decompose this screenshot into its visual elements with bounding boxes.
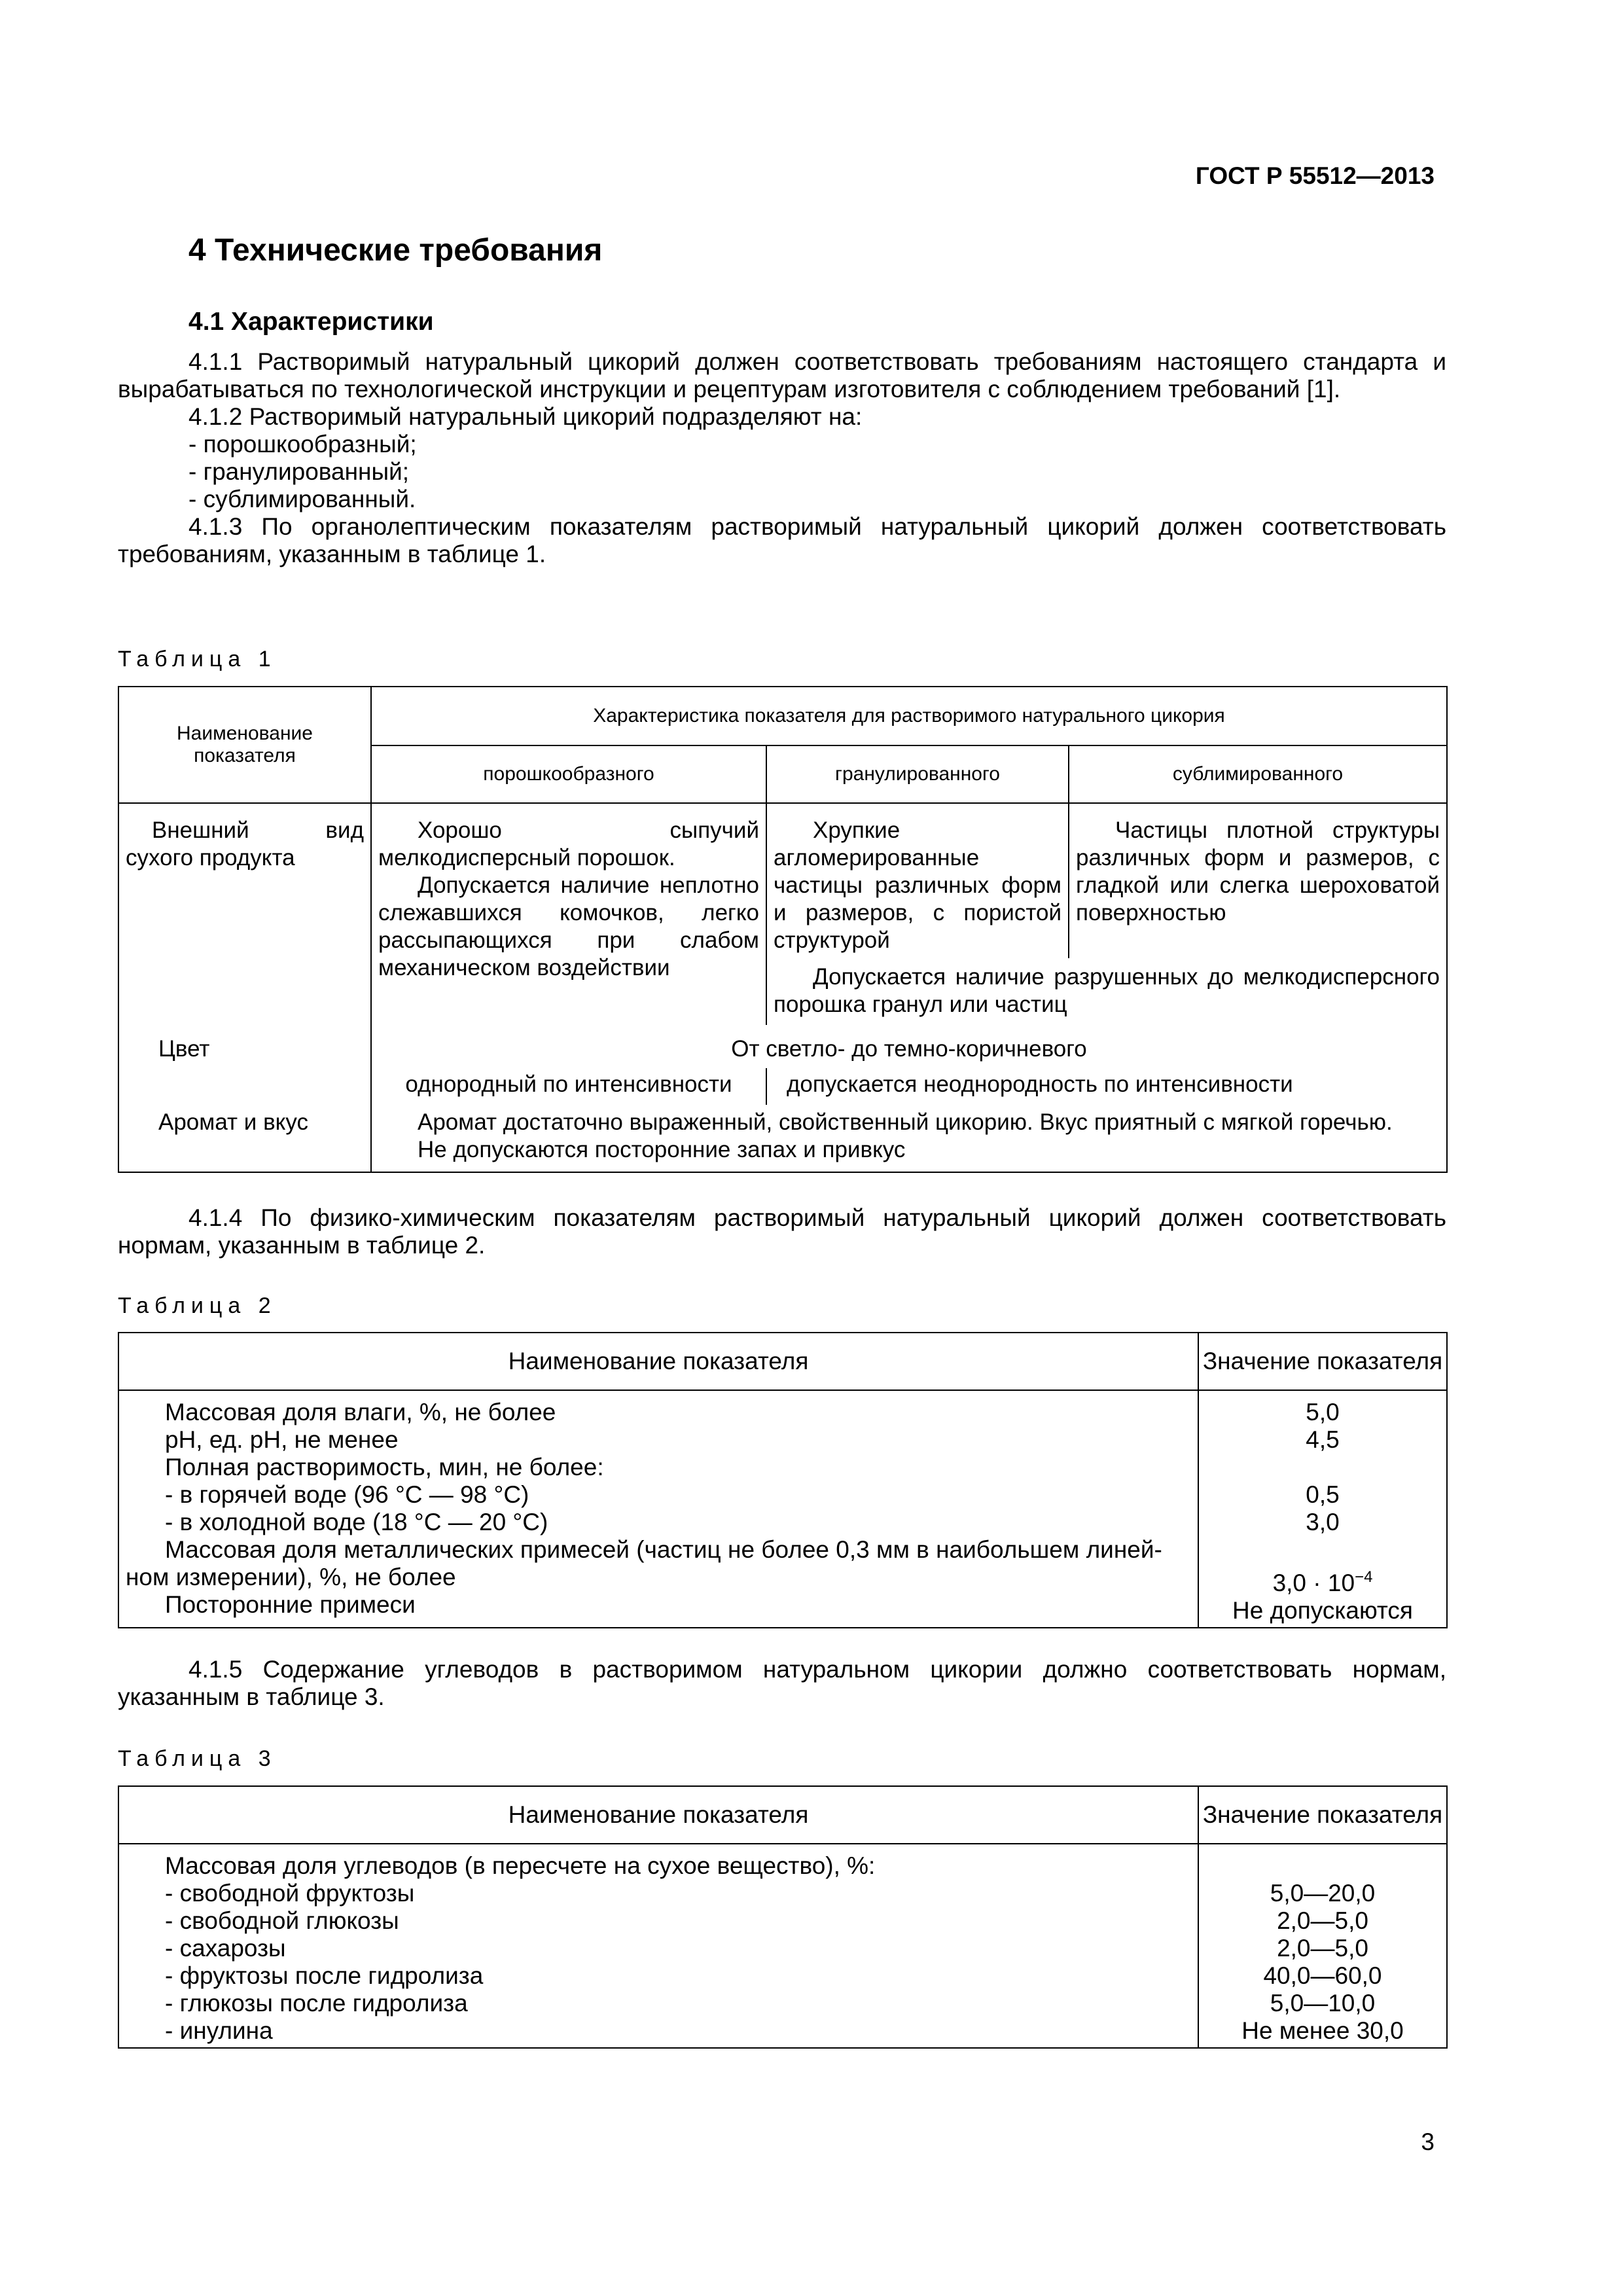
table-2-values — [1198, 1390, 1447, 1628]
list-item: - гранулированный; — [188, 458, 410, 485]
value-base: 3,0 · 10 — [1272, 1570, 1355, 1596]
table-cell-value — [1203, 1564, 1442, 1597]
table-1-head-powder: порошкообразного — [371, 745, 766, 803]
table-1-aroma-name: Аромат и вкус — [118, 1105, 371, 1172]
table-1-color-common: От светло- до темно-коричневого — [371, 1025, 1447, 1068]
table-1 — [118, 686, 1448, 1173]
table-cell-value: 5,0 — [1306, 1399, 1340, 1426]
table-3-head-value: Значение показателя — [1198, 1786, 1447, 1844]
table-1-color-other: допускается неоднородность по интенсивности — [766, 1068, 1447, 1105]
table-1-note-text: Допускается наличие разрушенных до мелкодисперсного порошка гранул или частиц — [774, 964, 1440, 1017]
table-1-granulated-text: Хрупкие агломерированные частицы различных форм и размеров, с пористой структурой — [774, 817, 1061, 953]
table-row: pH, ед. pH, не менее — [165, 1426, 399, 1453]
table-1-appearance-note — [766, 958, 1447, 1025]
table-row: Массовая доля углеводов (в пересчете на сухое вещество), %: — [165, 1852, 876, 1879]
table-3-caption: Таблица 3 — [118, 1746, 277, 1771]
section-title: 4 Технические требования — [188, 233, 603, 268]
table-3 — [118, 1785, 1448, 2049]
table-row: - инулина — [165, 2017, 273, 2044]
table-cell-value: 4,5 — [1306, 1426, 1340, 1453]
table-1-head-sublimated: сублимированного — [1069, 745, 1447, 803]
paragraph-4-1-2: 4.1.2 Растворимый натуральный цикорий подразделяют на: — [188, 403, 863, 430]
table-cell-value: 3,0 — [1306, 1509, 1340, 1535]
paragraph-4-1-1: 4.1.1 Растворимый натуральный цикорий должен соответствовать требованиям настоящего стандарта и вырабатываться по технологической инструкции и рецептурам изготовителя с соблюдением требований [1]. — [118, 348, 1446, 403]
table-row: ном измерении), %, не более — [126, 1564, 456, 1590]
table-cell-value: 0,5 — [1306, 1481, 1340, 1508]
table-1-color-powder: однородный по интенсивности — [371, 1068, 766, 1105]
table-row: - глюкозы после гидролиза — [165, 1990, 468, 2017]
table-row: - свободной глюкозы — [165, 1907, 399, 1934]
table-row: - свободной фруктозы — [165, 1880, 415, 1907]
table-1-color-name: Цвет — [118, 1025, 371, 1105]
paragraphs-block-3 — [118, 1656, 1446, 1711]
table-2-head-value: Значение показателя — [1198, 1333, 1447, 1390]
table-1-aroma-text — [371, 1105, 1447, 1172]
table-cell-value: Не менее 30,0 — [1241, 2017, 1404, 2044]
gost-code: ГОСТ Р 55512—2013 — [1195, 162, 1435, 189]
table-1-powder-text-2: Допускается наличие неплотно слежавшихся комочков, легко рассыпающихся при слабом механическом воздействии — [378, 872, 759, 980]
table-3-head-name: Наименование показателя — [118, 1786, 1198, 1844]
paragraph-4-1-4: 4.1.4 По физико-химическим показателям растворимый натуральный цикорий должен соответствовать нормам, указанным в таблице 2. — [118, 1204, 1446, 1259]
table-cell-value: 2,0—5,0 — [1277, 1935, 1368, 1962]
table-row: - в холодной воде (18 °С — 20 °С) — [165, 1509, 548, 1535]
table-cell-value: 5,0—20,0 — [1270, 1880, 1376, 1907]
table-1-sublimated-text: Частицы плотной структуры различных форм и размеров, с гладкой или слегка шероховатой поверхностью — [1076, 817, 1440, 925]
table-cell-value: 2,0—5,0 — [1277, 1907, 1368, 1934]
paragraph-4-1-3: 4.1.3 По органолептическим показателям растворимый натуральный цикорий должен соответствовать требованиям, указанным в таблице 1. — [118, 513, 1446, 567]
table-2 — [118, 1332, 1448, 1628]
paragraphs-block-1 — [118, 348, 1446, 568]
subsection-title: 4.1 Характеристики — [188, 308, 434, 336]
table-1-appearance-name: Внешний вид сухого продукта — [118, 803, 371, 1025]
table-1-head-granulated: гранулированного — [766, 745, 1069, 803]
table-row: - в горячей воде (96 °С — 98 °С) — [165, 1481, 529, 1508]
table-1-powder-text-1: Хорошо сыпучий мелкодисперсный порошок. — [378, 817, 759, 870]
table-row: - сахарозы — [165, 1935, 286, 1962]
page-number: 3 — [1421, 2128, 1435, 2155]
table-2-head-name: Наименование показателя — [118, 1333, 1198, 1390]
table-cell-value: 40,0—60,0 — [1263, 1962, 1382, 1989]
paragraphs-block-2 — [118, 1204, 1446, 1259]
paragraph-4-1-5: 4.1.5 Содержание углеводов в растворимом натуральном цикории должно соответствовать нормам, указанным в таблице 3. — [118, 1656, 1446, 1710]
table-2-names — [118, 1390, 1198, 1628]
table-row: Полная растворимость, мин, не более: — [165, 1454, 604, 1480]
list-item: - сублимированный. — [188, 486, 416, 512]
table-1-caption: Таблица 1 — [118, 647, 277, 672]
table-1-appearance-sublimated — [1069, 803, 1447, 958]
table-row: Массовая доля металлических примесей (частиц не более 0,3 мм в наибольшем линей- — [165, 1536, 1162, 1563]
table-1-appearance-granulated — [766, 803, 1069, 958]
table-1-head-name: Наименование показателя — [118, 687, 371, 803]
table-1-aroma-text-2: Не допускаются посторонние запах и привкус — [418, 1137, 906, 1162]
table-1-appearance-powder — [371, 803, 766, 1025]
table-cell-value: 5,0—10,0 — [1270, 1990, 1376, 2017]
table-3-values — [1198, 1844, 1447, 2048]
table-1-head-group: Характеристика показателя для растворимого натурального цикория — [371, 687, 1447, 745]
table-row: - фруктозы после гидролиза — [165, 1962, 484, 1989]
table-row: Посторонние примеси — [165, 1591, 416, 1618]
table-row: Массовая доля влаги, %, не более — [165, 1399, 556, 1426]
table-cell-value: Не допускаются — [1232, 1597, 1413, 1624]
table-3-names — [118, 1844, 1198, 2048]
value-exponent: −4 — [1355, 1568, 1373, 1586]
table-2-caption: Таблица 2 — [118, 1293, 277, 1318]
list-item: - порошкообразный; — [188, 431, 417, 457]
table-1-aroma-text-1: Аромат достаточно выраженный, свойственный цикорию. Вкус приятный с мягкой горечью. — [418, 1109, 1393, 1135]
